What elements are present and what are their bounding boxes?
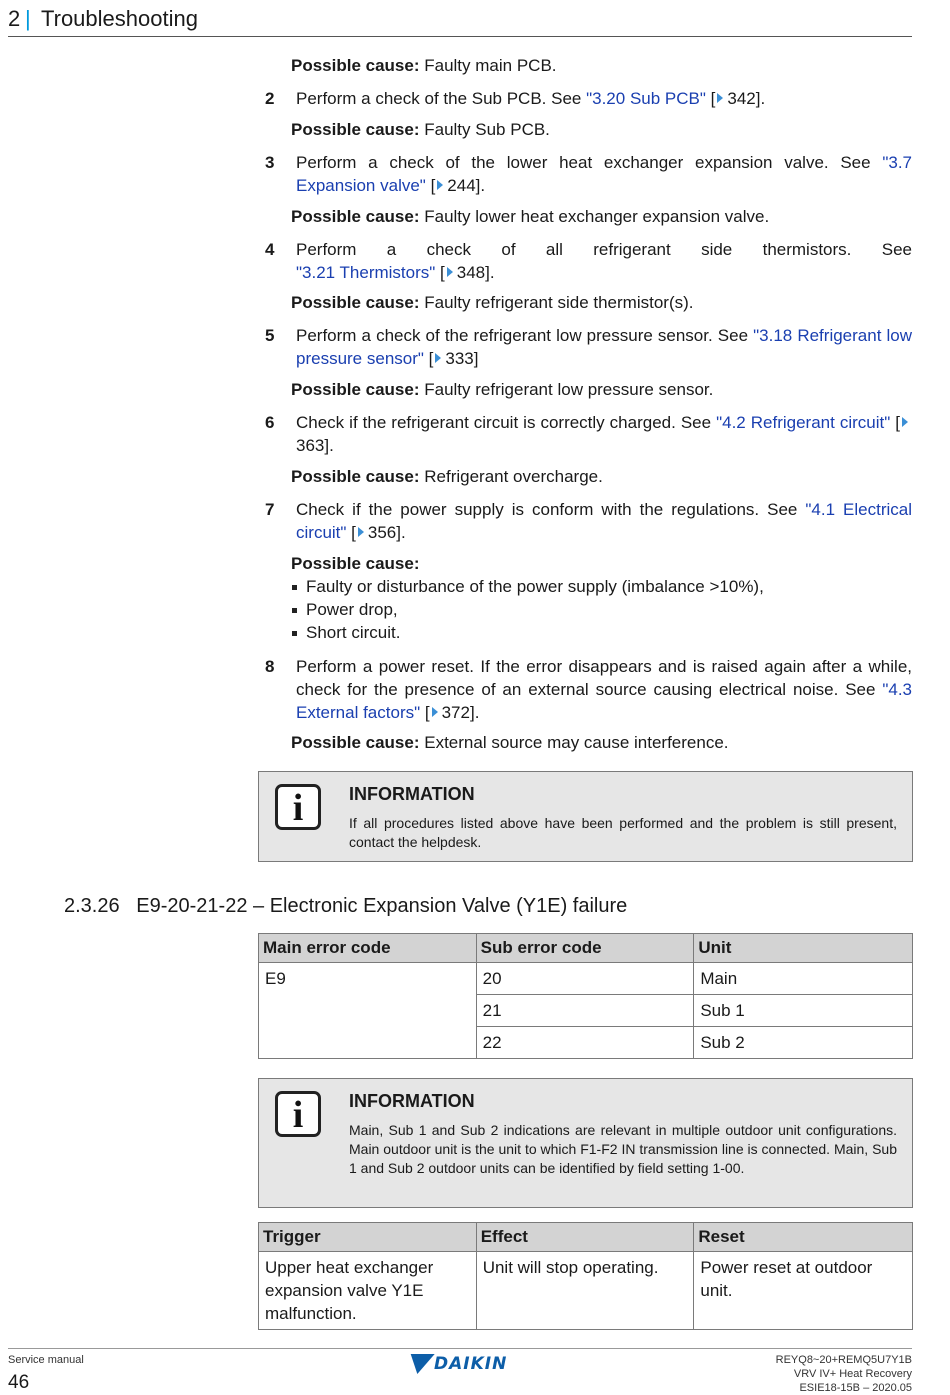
bullet-icon bbox=[292, 585, 297, 590]
bullet-icon bbox=[292, 608, 297, 613]
trigger-cell: Upper heat exchanger expansion valve Y1E malfunction. bbox=[259, 1252, 477, 1330]
step-number: 2 bbox=[265, 89, 275, 108]
column-header: Trigger bbox=[259, 1223, 477, 1252]
xref-link[interactable]: "4.1 Electrical circuit" bbox=[296, 500, 912, 542]
cause-text: Refrigerant overcharge. bbox=[419, 467, 603, 486]
section-title: 2.3.26 E9-20-21-22 – Electronic Expansion Valve (Y1E) failure bbox=[64, 895, 628, 917]
step-text: Check if the power supply is conform with the regulations. See bbox=[296, 500, 806, 519]
list-item bbox=[291, 598, 764, 621]
bracket-close: ]. bbox=[755, 89, 766, 108]
xref-link[interactable]: "3.18 Refrigerant low pressure sensor" bbox=[296, 326, 913, 368]
cause-text: Faulty Sub PCB. bbox=[419, 120, 550, 139]
bracket-open: [ bbox=[425, 176, 436, 195]
bracket-open: [ bbox=[423, 349, 434, 368]
trigger-effect-reset-table bbox=[258, 1222, 913, 1330]
xref-link[interactable]: "3.21 Thermistors" bbox=[296, 263, 436, 282]
xref-link[interactable]: "3.20 Sub PCB" bbox=[586, 89, 706, 108]
cause-bullet-list bbox=[291, 575, 764, 644]
bullet-text: Power drop, bbox=[306, 600, 398, 619]
info-heading: INFORMATION bbox=[349, 784, 475, 804]
daikin-logo bbox=[408, 1352, 507, 1376]
bullet-text: Faulty or disturbance of the power supply (imbalance >10%), bbox=[306, 577, 764, 596]
cause-text: Faulty refrigerant side thermistor(s). bbox=[419, 293, 694, 312]
header-separator: | bbox=[25, 6, 31, 31]
reset-cell: Power reset at outdoor unit. bbox=[694, 1252, 913, 1330]
step-text: Perform a check of all refrigerant side thermistors. See bbox=[296, 240, 912, 259]
step-number: 5 bbox=[265, 326, 275, 345]
cause-label: Possible cause: bbox=[291, 120, 420, 139]
bracket-close: ]. bbox=[469, 703, 480, 722]
step-3 bbox=[265, 151, 912, 197]
step-number: 4 bbox=[265, 240, 275, 259]
column-header: Unit bbox=[694, 934, 913, 963]
bullet-text: Short circuit. bbox=[306, 623, 401, 642]
possible-cause-4 bbox=[291, 291, 693, 314]
cause-label: Possible cause: bbox=[291, 293, 420, 312]
page-arrow-icon bbox=[358, 527, 364, 537]
page-ref[interactable]: 333 bbox=[445, 349, 474, 368]
chapter-number: 2 bbox=[8, 6, 21, 31]
bracket-close: ]. bbox=[396, 523, 406, 542]
cause-text: External source may cause interference. bbox=[419, 733, 729, 752]
table-header-row bbox=[259, 1223, 913, 1252]
cause-label: Possible cause: bbox=[291, 733, 420, 752]
possible-cause-6 bbox=[291, 465, 603, 488]
bracket-open: [ bbox=[890, 413, 900, 432]
footer-document-info bbox=[776, 1353, 912, 1395]
page-arrow-icon bbox=[902, 417, 908, 427]
step-8 bbox=[265, 655, 912, 724]
cause-text: Faulty refrigerant low pressure sensor. bbox=[419, 380, 714, 399]
bracket-open: [ bbox=[435, 263, 445, 282]
info-text: If all procedures listed above have been performed and the problem is still present, contact the helpdesk. bbox=[349, 815, 897, 850]
bracket-close: ]. bbox=[475, 176, 486, 195]
info-heading: INFORMATION bbox=[349, 1091, 475, 1111]
bracket-close: ]. bbox=[485, 263, 495, 282]
page-ref[interactable]: 356 bbox=[367, 523, 397, 542]
model-number: REYQ8~20+REMQ5U7Y1B bbox=[775, 1354, 912, 1366]
chapter-title: Troubleshooting bbox=[41, 6, 198, 31]
possible-cause-5 bbox=[291, 378, 713, 401]
error-code-table bbox=[258, 933, 913, 1059]
page-arrow-icon bbox=[437, 180, 443, 190]
unit-cell: Main bbox=[694, 963, 913, 995]
bracket-close: ] bbox=[473, 349, 479, 368]
step-text: Check if the refrigerant circuit is correctly charged. See bbox=[296, 413, 717, 432]
step-number: 8 bbox=[265, 657, 275, 676]
info-icon: i bbox=[275, 784, 321, 830]
column-header: Reset bbox=[694, 1223, 913, 1252]
xref-link[interactable]: "4.3 External factors" bbox=[296, 680, 912, 722]
information-box-2 bbox=[258, 1078, 913, 1208]
cause-label: Possible cause: bbox=[291, 380, 420, 399]
sub-error-code-cell: 22 bbox=[476, 1027, 694, 1059]
column-header: Sub error code bbox=[476, 934, 694, 963]
step-text: Perform a check of the Sub PCB. See bbox=[296, 89, 587, 108]
cause-text: Faulty main PCB. bbox=[419, 56, 557, 75]
information-box-1 bbox=[258, 771, 913, 862]
step-text: Perform a check of the refrigerant low pressure sensor. See bbox=[296, 326, 754, 345]
step-6 bbox=[265, 411, 912, 457]
page-header bbox=[8, 4, 912, 37]
cause-label: Possible cause: bbox=[291, 467, 420, 486]
unit-cell: Sub 1 bbox=[694, 995, 913, 1027]
step-number: 6 bbox=[265, 413, 275, 432]
page-ref[interactable]: 372 bbox=[441, 703, 470, 722]
list-item bbox=[291, 575, 764, 598]
step-number: 7 bbox=[265, 500, 275, 519]
bullet-icon bbox=[292, 631, 297, 636]
cause-label: Possible cause: bbox=[291, 554, 420, 573]
brand-name: DAIKIN bbox=[434, 1354, 508, 1374]
page-number: 46 bbox=[8, 1372, 30, 1393]
page-arrow-icon bbox=[717, 93, 723, 103]
main-error-code-cell: E9 bbox=[259, 963, 477, 1059]
table-row bbox=[259, 1252, 913, 1330]
xref-link[interactable]: "4.2 Refrigerant circuit" bbox=[716, 413, 891, 432]
table-row bbox=[259, 963, 913, 995]
possible-cause-7 bbox=[291, 552, 420, 575]
step-2 bbox=[265, 87, 912, 110]
column-header: Effect bbox=[476, 1223, 694, 1252]
step-4 bbox=[265, 238, 912, 284]
step-text: Perform a power reset. If the error disappears and is raised again after a while, check for the presence of an external source causing electrical noise. See bbox=[296, 657, 912, 699]
effect-cell: Unit will stop operating. bbox=[476, 1252, 694, 1330]
info-icon: i bbox=[275, 1091, 321, 1137]
page-ref[interactable]: 348 bbox=[456, 263, 486, 282]
bracket-open: [ bbox=[346, 523, 356, 542]
sub-error-code-cell: 21 bbox=[476, 995, 694, 1027]
product-name: VRV IV+ Heat Recovery bbox=[793, 1368, 912, 1380]
possible-cause-2 bbox=[291, 118, 550, 141]
bracket-open: [ bbox=[420, 703, 430, 722]
unit-cell: Sub 2 bbox=[694, 1027, 913, 1059]
step-7 bbox=[265, 498, 912, 544]
cause-text: Faulty lower heat exchanger expansion valve. bbox=[419, 207, 770, 226]
cause-label: Possible cause: bbox=[291, 56, 420, 75]
bracket-open: [ bbox=[705, 89, 716, 108]
possible-cause-8 bbox=[291, 731, 729, 754]
cause-label: Possible cause: bbox=[291, 207, 420, 226]
possible-cause-1 bbox=[291, 54, 557, 77]
document-id: ESIE18-15B – 2020.05 bbox=[799, 1382, 912, 1394]
page-ref[interactable]: 244 bbox=[447, 176, 476, 195]
step-number: 3 bbox=[265, 153, 275, 172]
step-5 bbox=[265, 324, 912, 370]
bracket-close: ]. bbox=[324, 436, 334, 455]
daikin-logo-mark-icon bbox=[405, 1354, 434, 1374]
sub-error-code-cell: 20 bbox=[476, 963, 694, 995]
page-ref[interactable]: 342 bbox=[727, 89, 756, 108]
page-ref[interactable]: 363 bbox=[296, 436, 325, 455]
list-item bbox=[291, 621, 764, 644]
column-header: Main error code bbox=[259, 934, 477, 963]
step-text: Perform a check of the lower heat exchanger expansion valve. See bbox=[296, 153, 883, 172]
footer-divider bbox=[8, 1348, 912, 1349]
page-arrow-icon bbox=[432, 707, 438, 717]
page-arrow-icon bbox=[447, 267, 453, 277]
table-header-row bbox=[259, 934, 913, 963]
info-text: Main, Sub 1 and Sub 2 indications are relevant in multiple outdoor unit configurations. Main outdoor unit is the unit to which F1-F2 IN transmission line is connected. Main, Sub 1 and Sub 2 outdoor units can be identified by field setting 1-00. bbox=[349, 1122, 897, 1176]
possible-cause-3 bbox=[291, 205, 769, 228]
document-type: Service manual bbox=[8, 1354, 84, 1366]
page-arrow-icon bbox=[435, 353, 441, 363]
xref-link[interactable]: "3.7 Expansion valve" bbox=[296, 153, 912, 195]
